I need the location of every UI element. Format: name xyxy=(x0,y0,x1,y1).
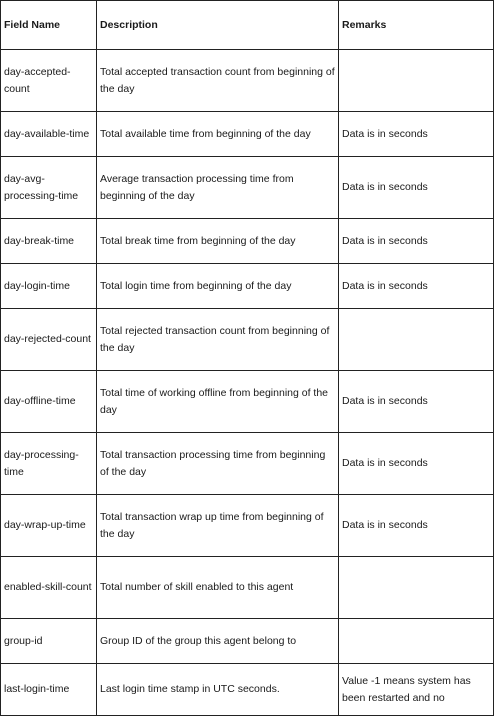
description-cell: Total time of working offline from beginning of the day xyxy=(97,371,339,433)
field-name-cell: day-processing-time xyxy=(1,433,97,495)
table-row xyxy=(1,50,494,112)
table-row xyxy=(1,664,494,716)
remarks-cell xyxy=(339,50,494,112)
header-field-name: Field Name xyxy=(1,1,97,50)
description-cell: Total available time from beginning of the day xyxy=(97,112,339,157)
table-row xyxy=(1,619,494,664)
field-name-cell: group-id xyxy=(1,619,97,664)
description-cell: Total number of skill enabled to this agent xyxy=(97,557,339,619)
field-name-cell: day-offline-time xyxy=(1,371,97,433)
header-description: Description xyxy=(97,1,339,50)
remarks-cell: Data is in seconds xyxy=(339,371,494,433)
field-name-cell: day-available-time xyxy=(1,112,97,157)
remarks-cell xyxy=(339,619,494,664)
field-name-cell: day-login-time xyxy=(1,264,97,309)
field-name-cell: enabled-skill-count xyxy=(1,557,97,619)
table-row xyxy=(1,371,494,433)
header-remarks: Remarks xyxy=(339,1,494,50)
table-row xyxy=(1,219,494,264)
remarks-cell xyxy=(339,309,494,371)
description-cell: Total login time from beginning of the day xyxy=(97,264,339,309)
field-name-cell: day-break-time xyxy=(1,219,97,264)
table-row xyxy=(1,309,494,371)
description-cell: Total transaction processing time from beginning of the day xyxy=(97,433,339,495)
remarks-cell: Data is in seconds xyxy=(339,433,494,495)
field-name-cell: day-accepted-count xyxy=(1,50,97,112)
remarks-cell: Data is in seconds xyxy=(339,495,494,557)
field-name-cell: day-wrap-up-time xyxy=(1,495,97,557)
remarks-cell: Data is in seconds xyxy=(339,264,494,309)
remarks-cell: Value -1 means system has been restarted and no xyxy=(339,664,494,716)
remarks-cell xyxy=(339,557,494,619)
remarks-cell: Data is in seconds xyxy=(339,112,494,157)
remarks-cell: Data is in seconds xyxy=(339,219,494,264)
description-cell: Group ID of the group this agent belong to xyxy=(97,619,339,664)
field-name-cell: day-avg-processing-time xyxy=(1,157,97,219)
table-header-row xyxy=(1,1,494,50)
table-row xyxy=(1,112,494,157)
description-cell: Last login time stamp in UTC seconds. xyxy=(97,664,339,716)
description-cell: Average transaction processing time from beginning of the day xyxy=(97,157,339,219)
table-row xyxy=(1,495,494,557)
table-row xyxy=(1,557,494,619)
field-name-cell: last-login-time xyxy=(1,664,97,716)
description-cell: Total transaction wrap up time from beginning of the day xyxy=(97,495,339,557)
remarks-cell: Data is in seconds xyxy=(339,157,494,219)
table-row xyxy=(1,264,494,309)
field-name-cell: day-rejected-count xyxy=(1,309,97,371)
description-cell: Total accepted transaction count from beginning of the day xyxy=(97,50,339,112)
table-row xyxy=(1,433,494,495)
description-cell: Total rejected transaction count from beginning of the day xyxy=(97,309,339,371)
table-row xyxy=(1,157,494,219)
description-cell: Total break time from beginning of the day xyxy=(97,219,339,264)
